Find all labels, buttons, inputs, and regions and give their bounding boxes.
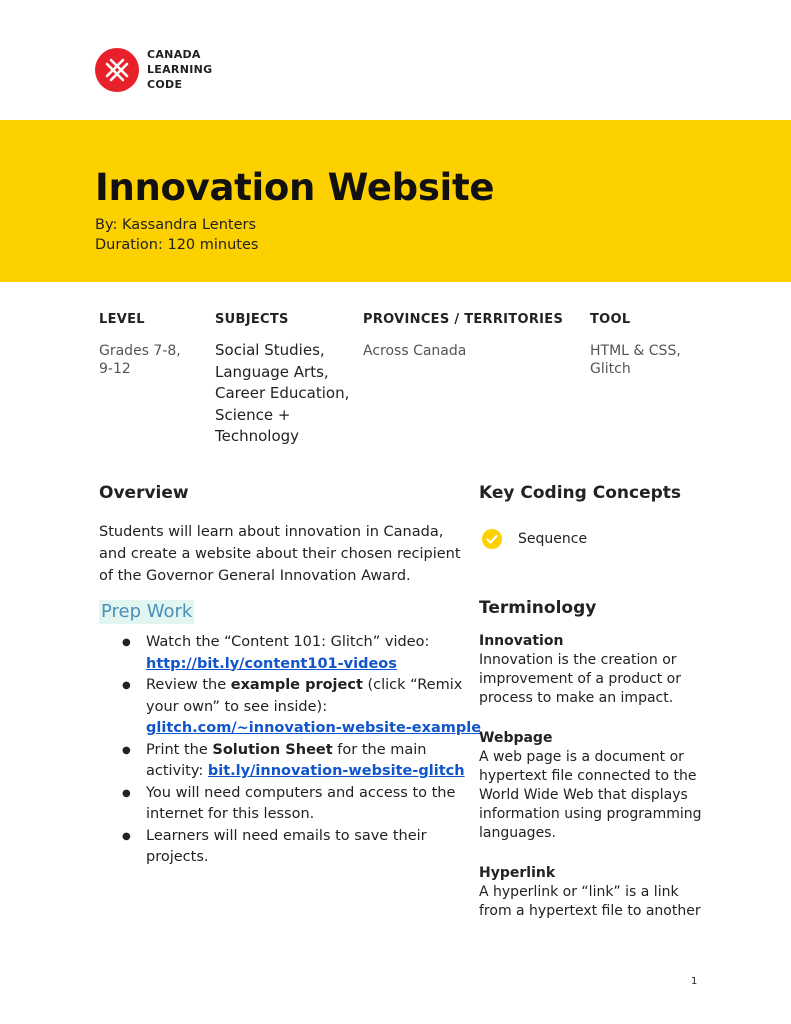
level-line: 9-12 — [99, 361, 131, 377]
prep-item-text: Watch the “Content 101: Glitch” video: — [146, 634, 430, 650]
page-title: Innovation Website — [95, 166, 495, 209]
provinces-heading: PROVINCES / TERRITORIES — [363, 312, 564, 327]
level-value — [99, 342, 181, 378]
term-hyperlink — [479, 864, 709, 921]
list-item — [122, 783, 482, 826]
list-item — [122, 675, 482, 740]
prep-item-text: You will need computers and access to the internet for this lesson. — [146, 784, 456, 822]
tool-heading: TOOL — [590, 312, 631, 327]
subject-line: Science + — [215, 405, 291, 424]
content101-link[interactable]: http://bit.ly/content101-videos — [146, 655, 397, 672]
concept-item — [481, 528, 587, 550]
page-number: 1 — [691, 976, 698, 987]
provinces-value — [363, 342, 466, 360]
concept-label: Sequence — [518, 531, 588, 547]
prep-item-text: Review the — [146, 677, 231, 693]
solution-sheet-link[interactable]: bit.ly/innovation-website-glitch — [207, 763, 465, 779]
logo-wordmark — [147, 47, 212, 92]
subject-line: Career Education, — [215, 384, 350, 402]
author: By: Kassandra Lenters — [95, 217, 257, 233]
province-line: Across Canada — [363, 343, 467, 359]
tool-line: HTML & CSS, — [590, 343, 681, 359]
term-name: Webpage — [479, 730, 553, 746]
subject-line: Social Studies, — [215, 341, 325, 359]
byline — [95, 215, 258, 255]
key-concepts-heading: Key Coding Concepts — [479, 483, 682, 503]
tool-value — [590, 342, 681, 378]
canada-learning-code-logo-icon — [95, 48, 139, 92]
prep-item-text: (click “Remix your own” to see inside): — [146, 677, 463, 715]
check-circle-icon — [481, 528, 503, 550]
logo-line-2: LEARNING — [147, 63, 213, 76]
example-project-link[interactable]: glitch.com/~innovation-website-example — [146, 720, 482, 736]
tool-line: Glitch — [590, 361, 631, 377]
term-definition: A web page is a document or hypertext file connected to the World Wide Web that displays information using programming languages. — [479, 749, 702, 841]
term-innovation — [479, 632, 709, 708]
prep-work-heading: Prep Work — [101, 601, 193, 622]
subjects-heading: SUBJECTS — [215, 312, 289, 327]
term-definition: Innovation is the creation or improvement of a product or process to make an impact. — [479, 652, 681, 706]
logo-line-3: CODE — [147, 78, 183, 91]
prep-item-bold: Solution Sheet — [212, 741, 333, 758]
prep-item-text: Learners will need emails to save their projects. — [146, 827, 427, 865]
term-webpage — [479, 729, 709, 843]
subjects-value — [215, 340, 349, 448]
term-name: Hyperlink — [479, 865, 556, 881]
subject-line: Technology — [215, 427, 300, 445]
list-item — [122, 826, 482, 869]
prep-list — [122, 632, 482, 869]
level-heading: LEVEL — [99, 312, 145, 327]
overview-text: Students will learn about innovation in Canada, and create a website about their chosen recipient of the Governor General Innovation Award. — [99, 524, 461, 584]
duration: Duration: 120 minutes — [95, 237, 259, 253]
prep-item-text: for the main activity: — [146, 741, 427, 779]
level-line: Grades 7-8, — [99, 343, 181, 359]
prep-item-text: Print the — [146, 741, 213, 758]
logo-line-1: CANADA — [147, 48, 201, 61]
logo — [95, 47, 212, 92]
term-name: Innovation — [479, 633, 564, 649]
overview-heading: Overview — [99, 483, 189, 503]
list-item — [122, 740, 482, 783]
terminology-heading: Terminology — [479, 598, 597, 618]
term-definition: A hyperlink or “link” is a link from a hypertext file to another — [479, 884, 701, 919]
list-item — [122, 632, 482, 675]
subject-line: Language Arts, — [215, 362, 329, 381]
prep-item-bold: example project — [230, 677, 363, 693]
